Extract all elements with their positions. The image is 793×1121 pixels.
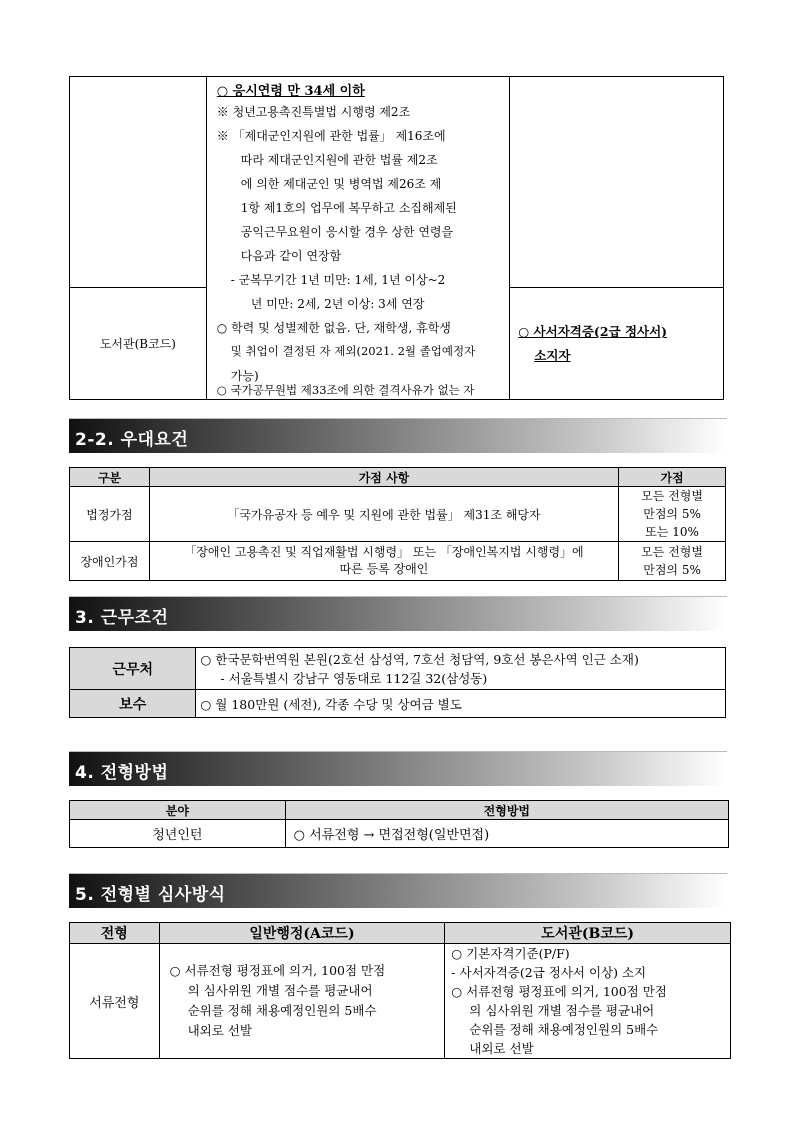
librarian-license-line-2: 소지자 [534,348,571,364]
criteria-line: ○ 서류전형 평정표에 의거, 100점 만점 [169,963,386,978]
selection-method-table [69,800,729,848]
section-title: 2-2. 우대요건 [75,430,189,450]
method-value: ○ 서류전형 → 면접전형(일반면접) [285,820,728,848]
workplace-label: 근무처 [70,648,196,690]
criteria-line: 순위를 정해 채용예정인원의 5배수 [469,1022,659,1037]
eligibility-line: 년 미만: 2세, 2년 이상: 3세 연장 [250,297,425,311]
content-line: 「장애인 고용촉진 및 직업재활법 시행령」 또는 「장애인복지법 시행령」에 [184,545,584,559]
library-requirement-cell [510,287,724,399]
col-header-points: 가점 [619,468,726,487]
col-header-content: 가점 사항 [149,468,618,487]
age-limit-line: ○ 응시연령 만 34세 이하 [216,84,365,99]
criteria-line: 내외로 선발 [187,1023,252,1038]
col-header-stage: 전형 [70,923,160,944]
col-header-field: 분야 [70,801,286,820]
points-line: 모든 전형별 [641,489,703,503]
eligibility-line: - 군복무기간 1년 미만: 1세, 1년 이상~2 [230,273,446,287]
col-header-library: 도서관(B코드) [445,923,731,944]
library-criteria [445,944,731,1059]
eligibility-line: 에 의한 제대군인 및 병역법 제26조 제 [240,177,442,191]
eligibility-line: ※ 청년고용촉진특별법 시행령 제2조 [216,105,411,119]
section-title: 4. 전형방법 [75,763,169,783]
table-row-points [619,487,726,542]
section-banner-preference [69,418,727,453]
col-header-method: 전형방법 [285,801,728,820]
pay-label: 보수 [70,690,196,718]
eligibility-line: 및 취업이 결정된 자 제외(2021. 2월 졸업예정자 [230,344,476,358]
section-banner-work-conditions [69,596,727,631]
eligibility-line: 공익근무요원이 응시할 경우 상한 연령을 [240,225,454,239]
eligibility-line: ※ 「제대군인지원에 관한 법률」 제16조에 [216,129,446,143]
pay-value: ○ 월 180만원 (세전), 각종 수당 및 상여금 별도 [196,690,726,718]
stage-label: 서류전형 [70,944,160,1059]
eligibility-line: 1항 제1호의 업무에 복무하고 소집해제된 [240,201,457,215]
section-title: 3. 근무조건 [75,608,169,628]
eligibility-table [69,76,724,400]
criteria-line: - 사서자격증(2급 정사서 이상) 소지 [451,965,647,980]
table-row-content [149,542,618,581]
points-line: 만점의 5% [643,563,701,577]
criteria-line: ○ 기본자격기준(P/F) [451,946,570,961]
col-header-general-admin: 일반행정(A코드) [159,923,445,944]
screening-table [69,922,731,1059]
table-row-points [619,542,726,581]
workplace-value [196,648,726,690]
points-line: 모든 전형별 [641,545,703,559]
points-line: 만점의 5% [643,507,701,521]
workplace-address: - 서울특별시 강남구 영동대로 112길 32(삼성동) [220,670,488,686]
field-value: 청년인턴 [70,820,286,848]
librarian-license-line: ○ 사서자격증(2급 정사서) [518,324,668,340]
content-line: 따른 등록 장애인 [339,562,429,576]
col-header-category: 구분 [70,468,150,487]
points-line: 또는 10% [645,525,699,539]
table-row-content: 「국가유공자 등 예우 및 지원에 관한 법률」 제31조 해당자 [149,487,618,542]
eligibility-right-top-cell [510,77,724,288]
preference-table [69,467,726,581]
eligibility-line: ○ 학력 및 성별제한 없음. 단, 재학생, 휴학생 [216,321,451,335]
eligibility-left-top-cell [70,77,207,288]
eligibility-line: 따라 제대군인지원에 관한 법률 제2조 [240,153,438,167]
table-row-category: 법정가점 [70,487,150,542]
work-conditions-table [69,647,726,718]
eligibility-middle-cell [206,77,509,400]
section-banner-selection-method [69,751,727,786]
general-admin-criteria [159,944,445,1059]
eligibility-line: ○ 국가공무원법 제33조에 의한 결격사유가 없는 자 [216,383,475,397]
criteria-line: 순위를 정해 채용예정인원의 5배수 [187,1003,377,1018]
eligibility-line: 다음과 같이 연장함 [240,249,342,263]
section-banner-screening [69,873,727,908]
workplace-line: ○ 한국문학번역원 본원(2호선 삼성역, 7호선 청담역, 9호선 봉은사역 인근 소재) [200,651,639,667]
eligibility-line: 가능) [230,369,259,383]
criteria-line: 의 심사위원 개별 점수를 평균내어 [187,983,373,998]
criteria-line: ○ 서류전형 평정표에 의거, 100점 만점 [451,984,667,999]
table-row-category: 장애인가점 [70,542,150,581]
library-code-label: 도서관(B코드) [70,287,207,399]
section-title: 5. 전형별 심사방식 [75,885,226,905]
criteria-line: 의 심사위원 개별 점수를 평균내어 [469,1003,655,1018]
criteria-line: 내외로 선발 [469,1041,534,1056]
